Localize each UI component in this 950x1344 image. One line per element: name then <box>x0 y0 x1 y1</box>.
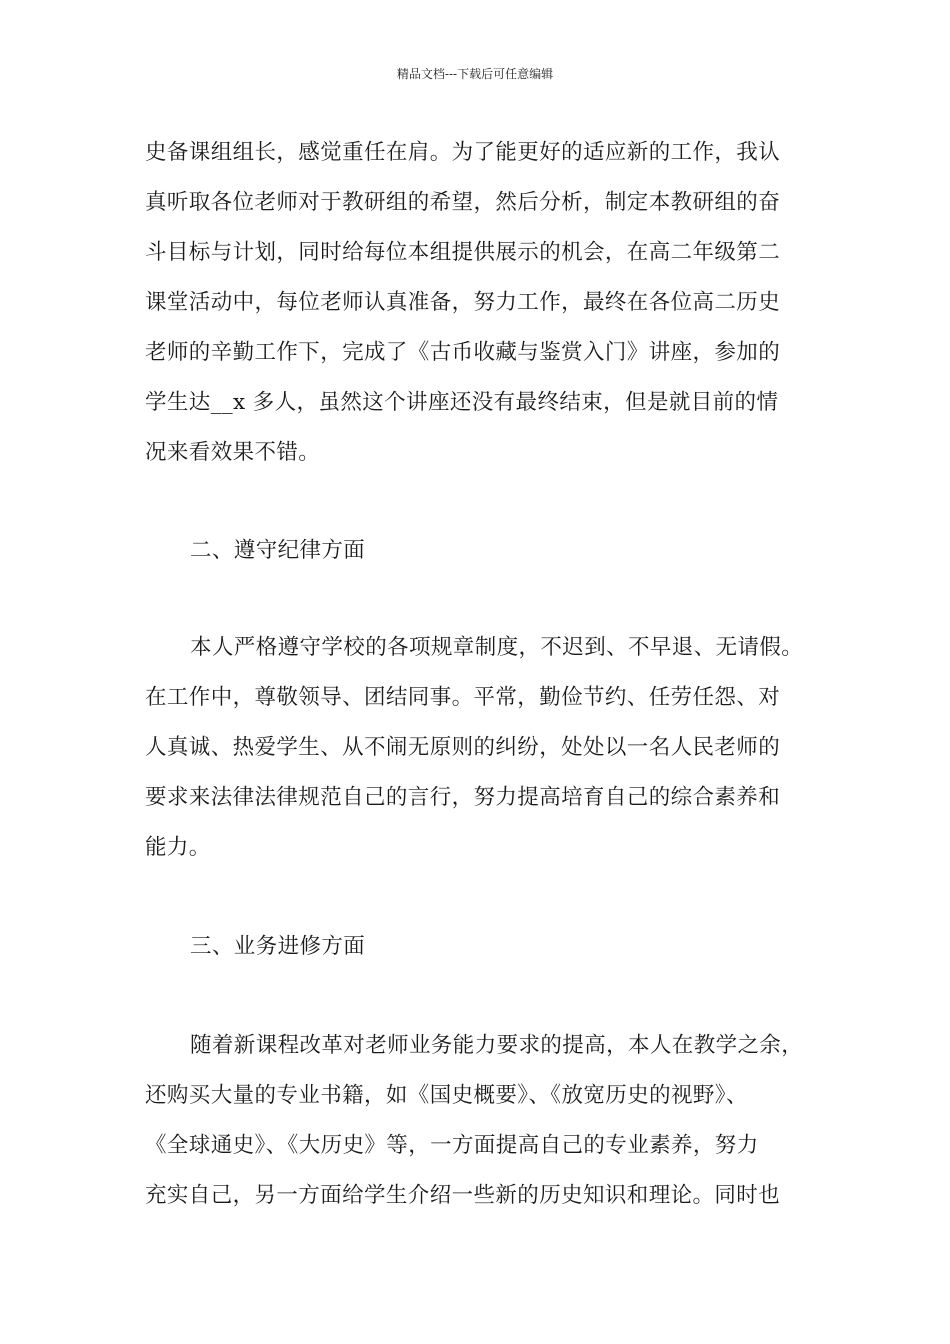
paragraph-line: 本人严格遵守学校的各项规章制度，不迟到、不早退、无请假。 <box>190 635 804 660</box>
paragraph-line: 老师的辛勤工作下，完成了《古币收藏与鉴赏入门》讲座，参加的 <box>145 340 781 365</box>
paragraph-study <box>145 1021 825 1221</box>
section-heading-discipline: 二、遵守纪律方面 <box>190 538 366 563</box>
paragraph-work-summary <box>145 128 825 478</box>
paragraph-line: 《全球通史》、《大历史》等，一方面提高自己的专业素养，努力 <box>145 1133 759 1158</box>
paragraph-line: 要求来法律法律规范自己的言行，努力提高培育自己的综合素养和 <box>145 785 781 810</box>
paragraph-line: 还购买大量的专业书籍，如《国史概要》、《放宽历史的视野》、 <box>145 1083 748 1108</box>
paragraph-line: 况来看效果不错。 <box>145 440 321 465</box>
paragraph-line: 课堂活动中，每位老师认真准备，努力工作，最终在各位高二历史 <box>145 290 781 315</box>
paragraph-line: 史备课组组长，感觉重任在肩。为了能更好的适应新的工作，我认 <box>145 140 781 165</box>
paragraph-line: 能力。 <box>145 835 211 860</box>
paragraph-line: 随着新课程改革对老师业务能力要求的提高，本人在教学之余， <box>190 1033 804 1058</box>
paragraph-line: 充实自己，另一方面给学生介绍一些新的历史知识和理论。同时也 <box>145 1183 781 1208</box>
page-header: 精品文档---下载后可任意编辑 <box>396 67 554 81</box>
section-heading-study: 三、业务进修方面 <box>190 934 366 959</box>
paragraph-line: 斗目标与计划，同时给每位本组提供展示的机会，在高二年级第二 <box>145 240 781 265</box>
paragraph-line: 人真诚、热爱学生、从不闹无原则的纠纷，处处以一名人民老师的 <box>145 735 781 760</box>
paragraph-discipline <box>145 623 825 873</box>
paragraph-line: 在工作中，尊敬领导、团结同事。平常，勤俭节约、任劳任怨、对 <box>145 685 781 710</box>
paragraph-line: 学生达__x 多人，虽然这个讲座还没有最终结束，但是就目前的情 <box>145 390 779 415</box>
paragraph-line: 真听取各位老师对于教研组的希望，然后分析，制定本教研组的奋 <box>145 190 781 215</box>
